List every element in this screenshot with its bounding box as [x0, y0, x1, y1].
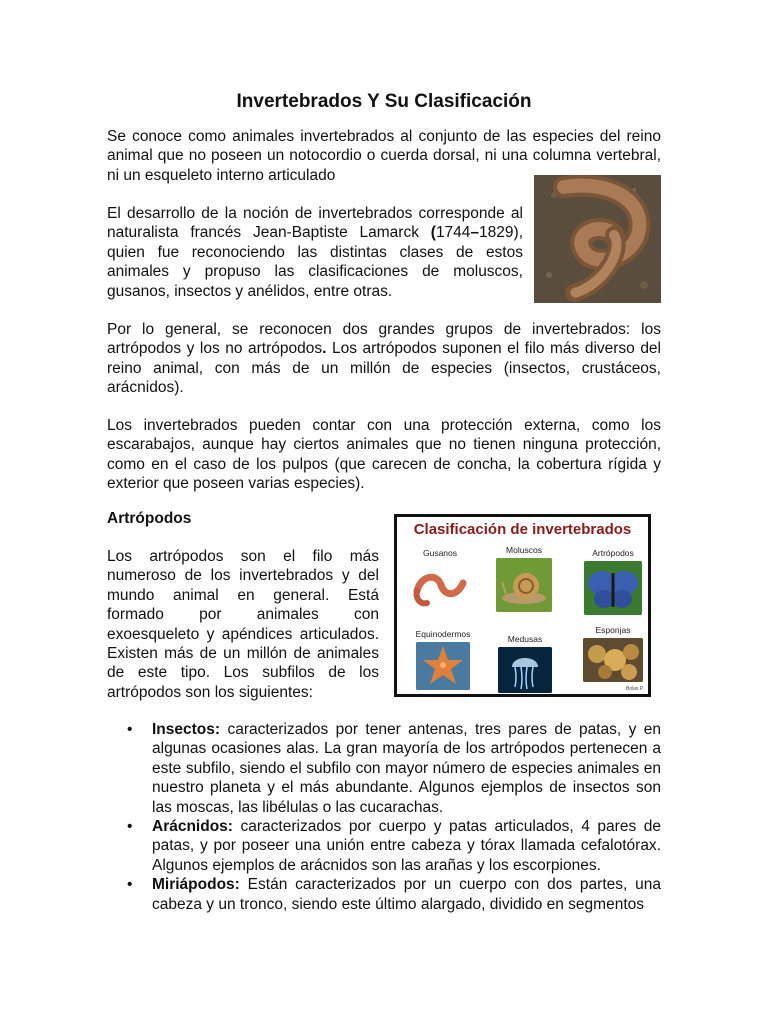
paragraph-lamarck-dash: –: [470, 224, 480, 242]
bullet: •: [127, 721, 133, 738]
paragraph-lamarck-year-start: 1744: [435, 224, 471, 242]
label-artropodos: Artrópodos: [592, 548, 634, 558]
term-aracnidos: Arácnidos:: [152, 818, 233, 836]
cell-moluscos: [489, 545, 559, 612]
text-aracnidos-extra: . Algunos ejemplos de arácnidos son las arañas y los escorpiones.: [152, 837, 661, 874]
paragraph-protection: Los invertebrados pueden contar con una protección externa, como los escarabajos, aunque hay ciertos animales que no tienen ninguna protección, como en el caso de los pulpos (que carecen de concha, la cobertura rígida y exterior que poseen varias especies).: [107, 417, 661, 493]
paragraph-groups: [107, 320, 661, 398]
label-medusas: Medusas: [507, 634, 543, 644]
paragraph-lamarck: [107, 204, 523, 301]
jellyfish-icon: [498, 647, 552, 693]
page-title: Invertebrados Y Su Clasificación: [236, 91, 532, 112]
term-insectos: Insectos:: [152, 721, 221, 738]
paragraph-lamarck-paren: (: [430, 224, 436, 242]
starfish-icon: [416, 642, 470, 690]
infographic-credit: Bolas P.: [626, 686, 644, 692]
cell-artropodos: [575, 548, 651, 615]
text-insectos: caracterizados por tener antenas, tres pares de patas, y en algunas ocasiones alas. La gran mayoría de los artrópodos pertenecen a este subfilo, siendo el subfilo con mayor número de especies animales en nuestro planeta y el más abundante. Algunos ejemplos de insectos son las moscas, las libélulas o las cucarachas.: [152, 721, 661, 816]
label-gusanos: Gusanos: [422, 548, 458, 558]
subphylum-list: [107, 720, 661, 914]
cell-equinodermos: [403, 629, 483, 690]
section-heading-artropodos: Artrópodos: [107, 510, 192, 527]
bullet: •: [127, 818, 133, 836]
list-item-insectos: [107, 720, 661, 817]
cell-medusas: [489, 634, 561, 693]
paragraph-intro: Se conoce como animales invertebrados al conjunto de las especies del reino animal que no poseen un notocordio o cuerda dorsal, ni una columna vertebral, ni un esqueleto interno articulado: [107, 128, 661, 184]
paragraph-artropodos: Los artrópodos son el filo más numeroso de los invertebrados y del mundo animal en general. Está formado por animales con exoesqueleto y apéndices articulados. Existen más de un millón de animales de este tipo. Los subfilos de los artrópodos son los siguientes:: [107, 548, 379, 701]
text-aracnidos: caracterizados por cuerpo y patas articulados, 4 pares de patas, y por poseer una unión entre cabeza y tórax llamada cefalotórax: [152, 818, 661, 855]
butterfly-icon: [584, 561, 642, 615]
infographic-title: Clasificación de invertebrados: [413, 521, 632, 538]
list-item-aracnidos: [107, 817, 661, 875]
label-esponjas: Esponjas: [595, 625, 631, 635]
millipede-photo: [534, 175, 661, 303]
cell-esponjas: [575, 625, 651, 682]
classification-infographic: [394, 514, 651, 697]
paragraph-groups-text-c: Los artrópodos suponen el filo más diverso del reino animal, con más de un millón de especies (insectos, crustáceos, arácnidos).: [107, 340, 661, 397]
paragraph-lamarck-text-e: 1829), quien fue reconociendo las distintas clases de estos animales y propuso las clasificaciones de moluscos, gusanos, insectos y anélidos, entre otras.: [107, 224, 523, 300]
label-equinodermos: Equinodermos: [415, 629, 471, 639]
millipede-illustration: [534, 175, 661, 303]
cell-gusanos: [405, 548, 475, 613]
bullet: •: [127, 876, 133, 894]
paragraph-groups-text-a: Por lo general, se reconocen dos grandes grupos de invertebrados: los artrópodos y los no artrópodos: [107, 321, 661, 358]
snail-icon: [496, 558, 552, 612]
label-moluscos: Moluscos: [506, 545, 542, 555]
term-miriapodos: Miriápodos:: [152, 876, 240, 894]
list-item-miriapodos: [107, 875, 661, 914]
paragraph-groups-period: .: [322, 340, 327, 358]
sponge-icon: [583, 638, 643, 682]
text-miriapodos: Están caracterizados por un cuerpo con dos partes, una cabeza y un tronco, siendo este último alargado, dividido en segmentos: [152, 876, 661, 913]
worm-icon: [411, 561, 469, 613]
paragraph-lamarck-text-a: El desarrollo de la noción de invertebrados corresponde al naturalista francés Jean-Baptiste Lamarck: [107, 205, 523, 242]
